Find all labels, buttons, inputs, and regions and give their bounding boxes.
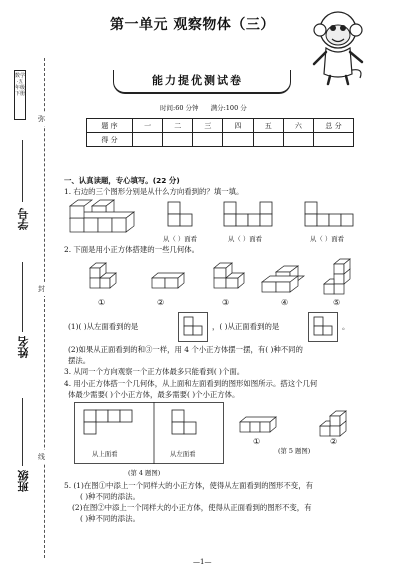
table-row xyxy=(87,133,354,147)
table-cell: 五 xyxy=(253,119,283,133)
q2-label-1: ① xyxy=(98,298,106,307)
table-cell: 题 序 xyxy=(87,119,133,133)
score-input-cell[interactable] xyxy=(223,133,253,147)
question-2-1-part-b: ，( )从正面看到的是 xyxy=(212,322,280,331)
q2-label-2: ② xyxy=(157,298,165,307)
question-2-1-part-a: (1)( )从左面看到的是 xyxy=(68,322,139,331)
cut-mark: 封 xyxy=(38,282,45,296)
score-input-cell[interactable] xyxy=(193,133,223,147)
question-5-2-line-1: (2)在图②中添上一个同样大的小正方体，使得从正面看到的图形不变，有 xyxy=(72,503,312,512)
page-title: 第一单元 观察物体（三） xyxy=(110,17,275,33)
q1-view-a xyxy=(166,200,196,230)
q2-label-5: ⑤ xyxy=(333,298,341,307)
q5-figure-label: (第 5 题图) xyxy=(278,447,311,455)
q2-label-3: ③ xyxy=(222,298,230,307)
table-cell: 总 分 xyxy=(314,119,354,133)
table-cell: 六 xyxy=(283,119,313,133)
q1-solid-figure xyxy=(64,196,148,242)
question-4-line-2: 体最少需要( )个小正方体，最多需要( )个小正方体。 xyxy=(68,390,240,399)
q5-label-2: ② xyxy=(330,437,338,446)
class-line xyxy=(22,398,23,466)
question-2-2-line-2: 摆法。 xyxy=(68,356,91,365)
q4-caption-left: 从左面看 xyxy=(170,450,196,458)
binding-strip xyxy=(0,0,62,575)
q1-view-c xyxy=(303,200,359,230)
name-label: 姓名 xyxy=(17,336,30,358)
page-subtitle: 能力提优测试卷 xyxy=(152,74,243,87)
student-id-label: 学号 xyxy=(17,208,30,230)
exam-time: 时间:60 分钟 xyxy=(160,104,199,112)
q4-figure-label: (第 4 题图) xyxy=(128,469,161,477)
question-5-1-line-1: 5. (1)在图①中添上一个同样大的小正方体，使得从左面看到的图形不变，有 xyxy=(64,481,313,490)
table-cell: 二 xyxy=(163,119,193,133)
cut-mark: 线 xyxy=(38,450,45,464)
cut-line xyxy=(44,58,45,558)
score-table xyxy=(86,118,354,147)
monkey-mascot-icon xyxy=(308,8,368,86)
q5-label-1: ① xyxy=(253,437,261,446)
question-4-line-1: 4. 用小正方体搭一个几何体，从上面和左面看到的图形如图所示。搭这个几何 xyxy=(64,379,318,388)
q2-front-view-figure xyxy=(308,312,338,342)
score-input-cell[interactable] xyxy=(283,133,313,147)
q1-caption-c: 从（ ）面看 xyxy=(310,235,344,243)
question-1: 1. 右边的三个图形分别是从什么方向看到的？填一填。 xyxy=(64,187,244,196)
student-id-line xyxy=(22,140,23,202)
exam-meta xyxy=(160,103,257,112)
cut-mark: 弥 xyxy=(38,112,45,126)
question-2-1-end: 。 xyxy=(342,322,350,331)
table-cell: 三 xyxy=(193,119,223,133)
table-cell: 一 xyxy=(133,119,163,133)
question-2-2-line-1: (2)如果从正面看到的和③一样，用 4 个小正方体摆一摆，有( )种不同的 xyxy=(68,345,303,354)
q1-caption-b: 从（ ）面看 xyxy=(228,235,262,243)
question-5-1-line-2: ( )种不同的添法。 xyxy=(80,492,140,501)
question-3: 3. 从同一个方向观察一个正方体最多只能看到( )个面。 xyxy=(64,367,245,376)
table-row xyxy=(87,119,354,133)
section-heading: 一、认真读题，专心填写。(22 分) xyxy=(64,176,180,185)
q2-left-view-figure xyxy=(178,312,208,342)
question-5-2-line-2: ( )种不同的添法。 xyxy=(80,514,140,523)
score-input-cell[interactable] xyxy=(133,133,163,147)
score-input-cell[interactable] xyxy=(253,133,283,147)
table-cell: 得 分 xyxy=(87,133,133,147)
table-cell: 四 xyxy=(223,119,253,133)
name-line xyxy=(22,262,23,332)
book-tag: 数学·五年级下册 xyxy=(14,70,26,120)
page-number: —1— xyxy=(193,558,212,566)
class-label: 班级 xyxy=(17,470,30,492)
question-2: 2. 下面是用小正方体搭建的一些几何体。 xyxy=(64,245,200,254)
q4-caption-top: 从上面看 xyxy=(92,450,118,458)
q1-caption-a: 从（ ）面看 xyxy=(163,235,197,243)
score-input-cell[interactable] xyxy=(163,133,193,147)
q1-view-b xyxy=(222,200,278,230)
exam-full-score: 满分:100 分 xyxy=(210,104,247,112)
q2-label-4: ④ xyxy=(281,298,289,307)
score-input-cell[interactable] xyxy=(314,133,354,147)
